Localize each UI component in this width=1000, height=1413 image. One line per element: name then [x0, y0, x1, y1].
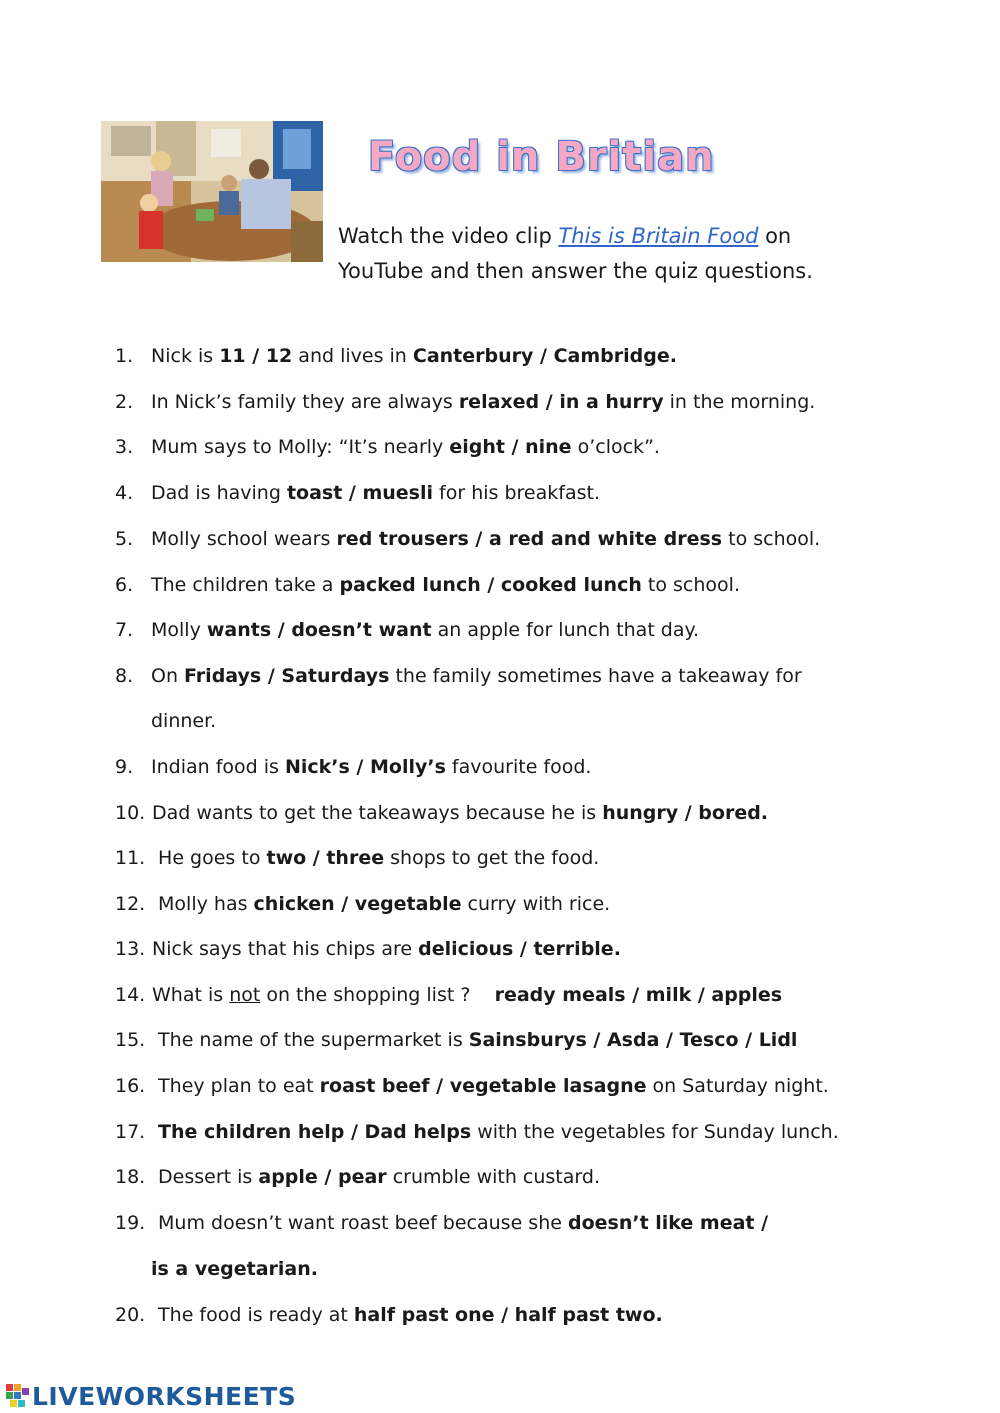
question-number: 6. — [115, 574, 134, 596]
question-text: The food is ready at — [152, 1304, 354, 1326]
answer-choices[interactable]: Fridays / Saturdays — [184, 665, 390, 687]
question-number: 9. — [115, 756, 134, 778]
question-number: 16. — [115, 1075, 146, 1097]
question-text: Mum says to Molly: “It’s nearly — [151, 436, 450, 458]
question-number: 17. — [115, 1121, 146, 1143]
question-row — [115, 1027, 797, 1053]
emphasis-text: not — [229, 984, 261, 1006]
answer-choices[interactable]: chicken / vegetable — [253, 893, 462, 915]
answer-choices[interactable]: red trousers / a red and white dress — [336, 528, 723, 550]
family-breakfast-photo — [101, 121, 323, 262]
question-text: to school. — [722, 528, 821, 550]
question-text: Dessert is — [152, 1166, 259, 1188]
question-row — [115, 1210, 768, 1236]
question-row — [115, 663, 802, 689]
question-row — [115, 572, 740, 598]
question-row — [115, 434, 660, 460]
question-number: 19. — [115, 1212, 146, 1234]
answer-choices[interactable]: doesn’t like meat / — [567, 1212, 769, 1234]
question-text: On — [151, 665, 185, 687]
question-row — [115, 754, 591, 780]
question-text: o’clock”. — [571, 436, 660, 458]
question-text: Dad is having — [151, 482, 287, 504]
question-text: Nick says that his chips are — [152, 938, 419, 960]
question-text: favourite food. — [445, 756, 592, 778]
question-row — [115, 389, 815, 415]
page-title: Food in Britian — [368, 134, 715, 180]
question-row — [115, 1073, 829, 1099]
question-row — [115, 845, 599, 871]
question-text: Molly — [151, 619, 207, 641]
answer-choices[interactable]: The children help / Dad helps — [158, 1121, 472, 1143]
question-row — [115, 936, 621, 962]
footer-logo[interactable] — [6, 1381, 296, 1411]
question-row — [115, 1119, 839, 1145]
question-row — [115, 617, 699, 643]
answer-choices[interactable]: roast beef / vegetable lasagne — [319, 1075, 647, 1097]
answer-choices[interactable]: hungry / bored. — [602, 802, 769, 824]
question-text: dinner. — [151, 710, 217, 732]
question-text: in the morning. — [663, 391, 816, 413]
question-number: 10. — [115, 802, 146, 824]
question-row — [115, 891, 610, 917]
answer-choices[interactable]: packed lunch / cooked lunch — [339, 574, 642, 596]
answer-choices[interactable]: apple / pear — [258, 1166, 387, 1188]
intro-text — [338, 219, 858, 289]
question-row — [151, 708, 216, 734]
question-text: Dad wants to get the takeaways because he is — [152, 802, 603, 824]
question-text: shops to get the food. — [384, 847, 600, 869]
question-text: Mum doesn’t want roast beef because she — [152, 1212, 568, 1234]
question-text: They plan to eat — [152, 1075, 320, 1097]
question-text: an apple for lunch that day. — [431, 619, 700, 641]
question-text: Indian food is — [151, 756, 285, 778]
question-row — [115, 480, 600, 506]
logo-text: LIVEWORKSHEETS — [32, 1381, 297, 1411]
answer-choices[interactable]: Sainsburys / Asda / Tesco / Lidl — [468, 1029, 798, 1051]
question-number: 15. — [115, 1029, 146, 1051]
answer-choices[interactable]: half past one / half past two. — [353, 1304, 663, 1326]
question-text: crumble with custard. — [386, 1166, 600, 1188]
liveworksheets-logo-icon — [6, 1384, 30, 1408]
question-number: 1. — [115, 345, 134, 367]
question-number: 8. — [115, 665, 134, 687]
question-text: with the vegetables for Sunday lunch. — [471, 1121, 839, 1143]
answer-choices[interactable]: ready meals / milk / apples — [494, 984, 783, 1006]
answer-choices[interactable]: wants / doesn’t want — [206, 619, 432, 641]
question-text: In Nick’s family they are always — [151, 391, 459, 413]
question-number: 18. — [115, 1166, 146, 1188]
question-number: 12. — [115, 893, 146, 915]
question-text: What is — [152, 984, 230, 1006]
question-text: to school. — [641, 574, 740, 596]
question-row — [151, 1256, 318, 1282]
question-row — [115, 1164, 600, 1190]
answer-choices[interactable]: relaxed / in a hurry — [458, 391, 664, 413]
answer-choices[interactable]: delicious / terrible. — [418, 938, 621, 960]
question-row — [115, 800, 768, 826]
question-text: the family sometimes have a takeaway for — [389, 665, 802, 687]
question-row — [115, 982, 782, 1008]
answer-choices[interactable]: toast / muesli — [286, 482, 434, 504]
question-number: 7. — [115, 619, 134, 641]
question-text: on Saturday night. — [646, 1075, 829, 1097]
video-link[interactable]: This is Britain Food — [558, 224, 759, 248]
question-number: 3. — [115, 436, 134, 458]
question-text: Nick is — [151, 345, 220, 367]
question-text: on the shopping list ? — [260, 984, 495, 1006]
question-row — [115, 1302, 663, 1328]
intro-text-end: on YouTube and then answer the quiz questions. — [338, 224, 813, 283]
question-text: The children take a — [151, 574, 340, 596]
question-row — [115, 343, 677, 369]
question-number: 20. — [115, 1304, 146, 1326]
question-number: 2. — [115, 391, 134, 413]
answer-choices[interactable]: is a vegetarian. — [151, 1258, 318, 1280]
question-text: for his breakfast. — [433, 482, 600, 504]
answer-choices[interactable]: Canterbury / Cambridge. — [412, 345, 677, 367]
question-text: and lives in — [292, 345, 413, 367]
answer-choices[interactable]: 11 / 12 — [219, 345, 293, 367]
intro-text-start: Watch the video clip — [338, 224, 559, 248]
answer-choices[interactable]: two / three — [266, 847, 385, 869]
question-number: 5. — [115, 528, 134, 550]
question-text: Molly school wears — [151, 528, 337, 550]
question-text: The name of the supermarket is — [152, 1029, 469, 1051]
answer-choices[interactable]: Nick’s / Molly’s — [284, 756, 446, 778]
question-number: 13. — [115, 938, 146, 960]
question-number: 11. — [115, 847, 146, 869]
question-text: curry with rice. — [461, 893, 611, 915]
question-text: Molly has — [152, 893, 254, 915]
question-number: 4. — [115, 482, 134, 504]
question-row — [115, 526, 820, 552]
question-text: He goes to — [152, 847, 267, 869]
question-number: 14. — [115, 984, 146, 1006]
answer-choices[interactable]: eight / nine — [449, 436, 572, 458]
